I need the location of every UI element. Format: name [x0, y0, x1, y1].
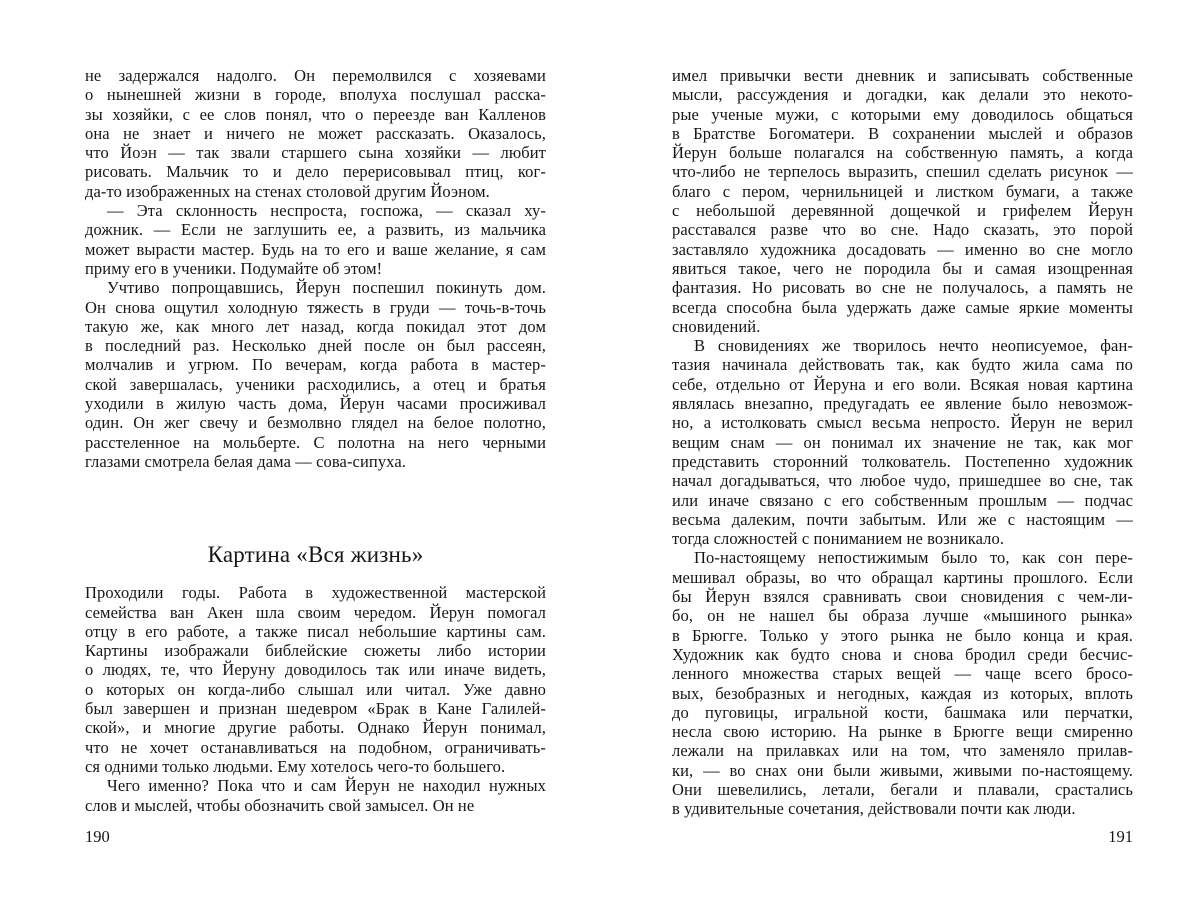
- text-line: тазия начинала действовать так, как будто жила сама по: [672, 355, 1133, 375]
- text-line: дожник. — Если не заглушить ее, а развить, из мальчика: [85, 220, 546, 240]
- text-line: Картины изображали библейские сюжеты либо истории: [85, 641, 546, 661]
- text-line: себе, отдельно от Йеруна и его воли. Всякая новая картина: [672, 374, 1133, 394]
- text-line: о которых он когда-либо слышал или читал. Уже давно: [85, 679, 546, 699]
- text-line: зы хозяйки, с ее слов понял, что о переезде ван Калленов: [85, 104, 546, 124]
- text-line: что не хочет останавливаться на подобном, ограничивать-: [85, 737, 546, 757]
- page-right: [672, 66, 1133, 819]
- text-line: она не знает и ничего не может рассказать. Оказалось,: [85, 123, 546, 143]
- paragraph: [672, 66, 1133, 336]
- page-left: [85, 66, 546, 815]
- text-line: представить сторонний толкователь. Постепенно художник: [672, 451, 1133, 471]
- text-line: отцу в его работе, а также писал небольшие картины сам.: [85, 621, 546, 641]
- text-line: Чего именно? Пока что и сам Йерун не находил нужных: [107, 776, 546, 796]
- text-line: бо, он не нашел бы образа лучше «мышиного рынка»: [672, 606, 1133, 626]
- text-line: ся одними только людьми. Ему хотелось чего-то большего.: [85, 756, 506, 776]
- page-number-left: 190: [85, 827, 110, 846]
- text-line: Художник как будто снова и снова бродил среди бесчис-: [672, 644, 1133, 664]
- text-line: о нынешней жизни в городе, вполуха послушал расска-: [85, 85, 546, 105]
- text-line: благо с пером, чернильницей и листком бумаги, а также: [672, 181, 1133, 201]
- text-line: приму его в ученики. Подумайте об этом!: [85, 258, 383, 278]
- text-line: слов и мыслей, чтобы обозначить свой замысел. Он не: [85, 795, 475, 815]
- text-line: мысли, рассуждения и догадки, как делали это некото-: [672, 85, 1133, 105]
- section-heading: Картина «Вся жизнь»: [207, 542, 424, 568]
- paragraph: [672, 548, 1133, 818]
- text-line: Учтиво попрощавшись, Йерун поспешил покинуть дом.: [107, 278, 546, 298]
- text-line: Йерун больше полагался на собственную память, а когда: [672, 143, 1133, 163]
- text-line: ской», и многие другие работы. Однако Йерун понимал,: [85, 718, 546, 738]
- text-line: сновидений.: [672, 316, 761, 336]
- text-line: расставался разве что во сне. Надо сказать, это порой: [672, 220, 1133, 240]
- text-line: тогда сложностей с пониманием не возникало.: [672, 529, 1005, 549]
- paragraph: [672, 336, 1133, 548]
- page-number-right: 191: [1108, 827, 1133, 846]
- text-line: уходили в жилую часть дома, Йерун часами просиживал: [85, 394, 546, 414]
- text-line: В сновидениях же творилось нечто неописуемое, фан-: [694, 336, 1133, 356]
- text-line: мешивал образы, во что обращал картины прошлого. Если: [672, 567, 1133, 587]
- text-line: глазами смотрела белая дама — сова-сипуха.: [85, 451, 406, 471]
- text-line: ской завершалась, ученики расходились, а отец и братья: [85, 374, 546, 394]
- text-line: бы Йерун взялся сравнивать свои сновидения с чем-ли-: [672, 587, 1133, 607]
- text-line: такую же, как много лет назад, когда покидал этот дом: [85, 316, 546, 336]
- text-line: рисовать. Мальчик то и дело перерисовывал птиц, ког-: [85, 162, 546, 182]
- text-line: что Йоэн — так звали старшего сына хозяйки — любит: [85, 143, 546, 163]
- text-line: начал догадываться, что любое чудо, пришедшее во сне, так: [672, 471, 1133, 491]
- paragraph: [85, 201, 546, 278]
- text-line: Он снова ощутил холодную тяжесть в груди — точь-в-точь: [85, 297, 546, 317]
- text-line: ки, — во снах они были живыми, живыми по-настоящему.: [672, 760, 1133, 780]
- text-line: но, а истолковать смысл весьма непросто. Йерун не верил: [672, 413, 1133, 433]
- text-line: рые ученые мужи, с которыми ему доводилось общаться: [672, 104, 1133, 124]
- paragraph: [85, 583, 546, 776]
- text-line: фантазия. Но рисовать во сне не получалось, а память не: [672, 278, 1133, 298]
- text-line: ленного множества старых вещей — чаще всего бросо-: [672, 664, 1133, 684]
- text-line: не задержался надолго. Он перемолвился с хозяевами: [85, 66, 546, 85]
- text-line: да-то изображенных на стенах столовой другим Йоэном.: [85, 181, 490, 201]
- text-line: несла свою историю. На рынке в Брюгге вещи смиренно: [672, 722, 1133, 742]
- text-line: о людях, те, что Йеруну доводилось так или иначе видеть,: [85, 660, 546, 680]
- text-line: лежали на прилавках или на том, что заменяло прилав-: [672, 741, 1133, 761]
- text-line: — Эта склонность неспроста, госпожа, — сказал ху-: [107, 201, 546, 221]
- text-line: семейства ван Акен шла своим чередом. Йерун помогал: [85, 602, 546, 622]
- text-line: вещим снам — он понимал их значение не так, как мог: [672, 432, 1133, 452]
- text-line: заставляло художника досадовать — именно во сне могло: [672, 239, 1133, 259]
- paragraph: [85, 278, 546, 471]
- text-line: Проходили годы. Работа в художественной мастерской: [85, 583, 546, 603]
- text-line: явиться такое, чего не породила бы и самая изощренная: [672, 258, 1133, 278]
- text-line: может вырасти мастер. Будь на то его и ваше желание, я сам: [85, 239, 546, 259]
- text-line: молчалив и угрюм. По вечерам, когда работа в мастер-: [85, 355, 546, 375]
- text-line: что-либо не терпелось выразить, спешил сделать рисунок —: [672, 162, 1133, 182]
- text-line: в Брюгге. Только у этого рынка не было конца и края.: [672, 625, 1133, 645]
- text-line: имел привычки вести дневник и записывать собственные: [672, 66, 1133, 85]
- text-line: до пуговицы, игральной кости, башмака или перчатки,: [672, 702, 1133, 722]
- paragraph: [85, 66, 546, 201]
- paragraph: [85, 776, 546, 815]
- text-line: вых, безобразных и негодных, каждая из которых, вплоть: [672, 683, 1133, 703]
- text-line: Они шевелились, летали, бегали и плавали, срастались: [672, 779, 1133, 799]
- text-line: всегда способна была удержать даже самые яркие моменты: [672, 297, 1133, 317]
- text-line: По-настоящему непостижимым было то, как сон пере-: [694, 548, 1133, 568]
- text-line: в последний раз. Несколько дней после он был рассеян,: [85, 336, 546, 356]
- text-line: весьма далеким, почти забытым. Или же с настоящим —: [672, 509, 1133, 529]
- text-line: был завершен и признан шедевром «Брак в Кане Галилей-: [85, 699, 546, 719]
- text-line: один. Он жег свечу и безмолвно глядел на белое полотно,: [85, 413, 546, 433]
- text-line: являлась внезапно, предугадать ее явление было невозмож-: [672, 394, 1133, 414]
- text-line: расстеленное на мольберте. С полотна на него черными: [85, 432, 546, 452]
- text-line: или иначе связано с его собственным прошлым — подчас: [672, 490, 1133, 510]
- text-line: с небольшой деревянной дощечкой и грифелем Йерун: [672, 201, 1133, 221]
- text-line: в Братстве Богоматери. В сохранении мыслей и образов: [672, 123, 1133, 143]
- text-line: в удивительные сочетания, действовали почти как люди.: [672, 799, 1076, 819]
